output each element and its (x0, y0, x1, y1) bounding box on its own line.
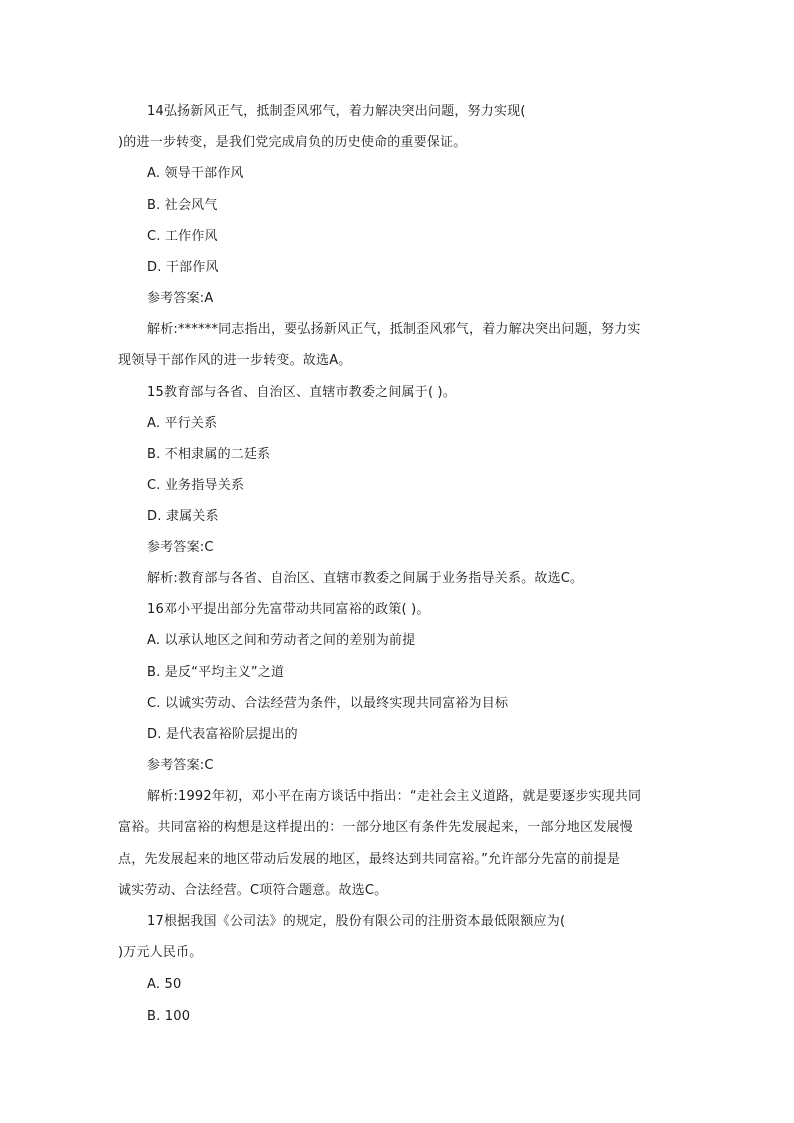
q16-option-c: C. 以诚实劳动、合法经营为条件，以最终实现共同富裕为目标 (147, 696, 509, 711)
q16-analysis-line1: 解析:1992年初，邓小平在南方谈话中指出：“走社会主义道路，就是要逐步实现共同 (147, 789, 642, 804)
q14-analysis-line1: 解析:******同志指出，要弘扬新风正气，抵制歪风邪气，着力解决突出问题，努力实 (147, 322, 641, 337)
q14-stem-line2: )的进一步转变，是我们党完成肩负的历史使命的重要保证。 (118, 135, 467, 150)
q15-analysis-line1: 解析:教育部与各省、自治区、直辖市教委之间属于业务指导关系。故选C。 (147, 571, 584, 586)
q16-stem-line1: 16邓小平提出部分先富带动共同富裕的政策( )。 (147, 602, 430, 617)
q16-option-d: D. 是代表富裕阶层提出的 (147, 727, 298, 742)
q16-analysis-line2: 富裕。共同富裕的构想是这样提出的：一部分地区有条件先发展起来，一部分地区发展慢 (118, 820, 633, 835)
q17-option-a: A. 50 (147, 977, 182, 992)
q14-stem-line1: 14弘扬新风正气，抵制歪风邪气，着力解决突出问题，努力实现( (147, 104, 526, 119)
q16-answer: 参考答案:C (147, 758, 214, 773)
q16-option-b: B. 是反“平均主义”之道 (147, 665, 285, 680)
q16-option-a: A. 以承认地区之间和劳动者之间的差别为前提 (147, 633, 416, 648)
q17-stem-line2: )万元人民币。 (118, 945, 203, 960)
q15-option-c: C. 业务指导关系 (147, 478, 245, 493)
q14-option-c: C. 工作作风 (147, 229, 218, 244)
q15-stem-line1: 15教育部与各省、自治区、直辖市教委之间属于( )。 (147, 385, 457, 400)
q16-analysis-line4: 诚实劳动、合法经营。C项符合题意。故选C。 (118, 883, 388, 898)
q14-option-a: A. 领导干部作风 (147, 166, 244, 181)
q14-option-b: B. 社会风气 (147, 198, 218, 213)
q14-answer: 参考答案:A (147, 291, 214, 306)
q15-option-b: B. 不相隶属的二廷系 (147, 447, 271, 462)
q15-option-a: A. 平行关系 (147, 416, 218, 431)
q16-analysis-line3: 点，先发展起来的地区带动后发展的地区，最终达到共同富裕。”允许部分先富的前提是 (118, 852, 621, 867)
q14-analysis-line2: 现领导干部作风的进一步转变。故选A。 (118, 353, 352, 368)
q15-option-d: D. 隶属关系 (147, 509, 219, 524)
q17-stem-line1: 17根据我国《公司法》的规定，股份有限公司的注册资本最低限额应为( (147, 914, 566, 929)
q17-option-b: B. 100 (147, 1009, 191, 1024)
q15-answer: 参考答案:C (147, 540, 214, 555)
q14-option-d: D. 干部作风 (147, 260, 219, 275)
